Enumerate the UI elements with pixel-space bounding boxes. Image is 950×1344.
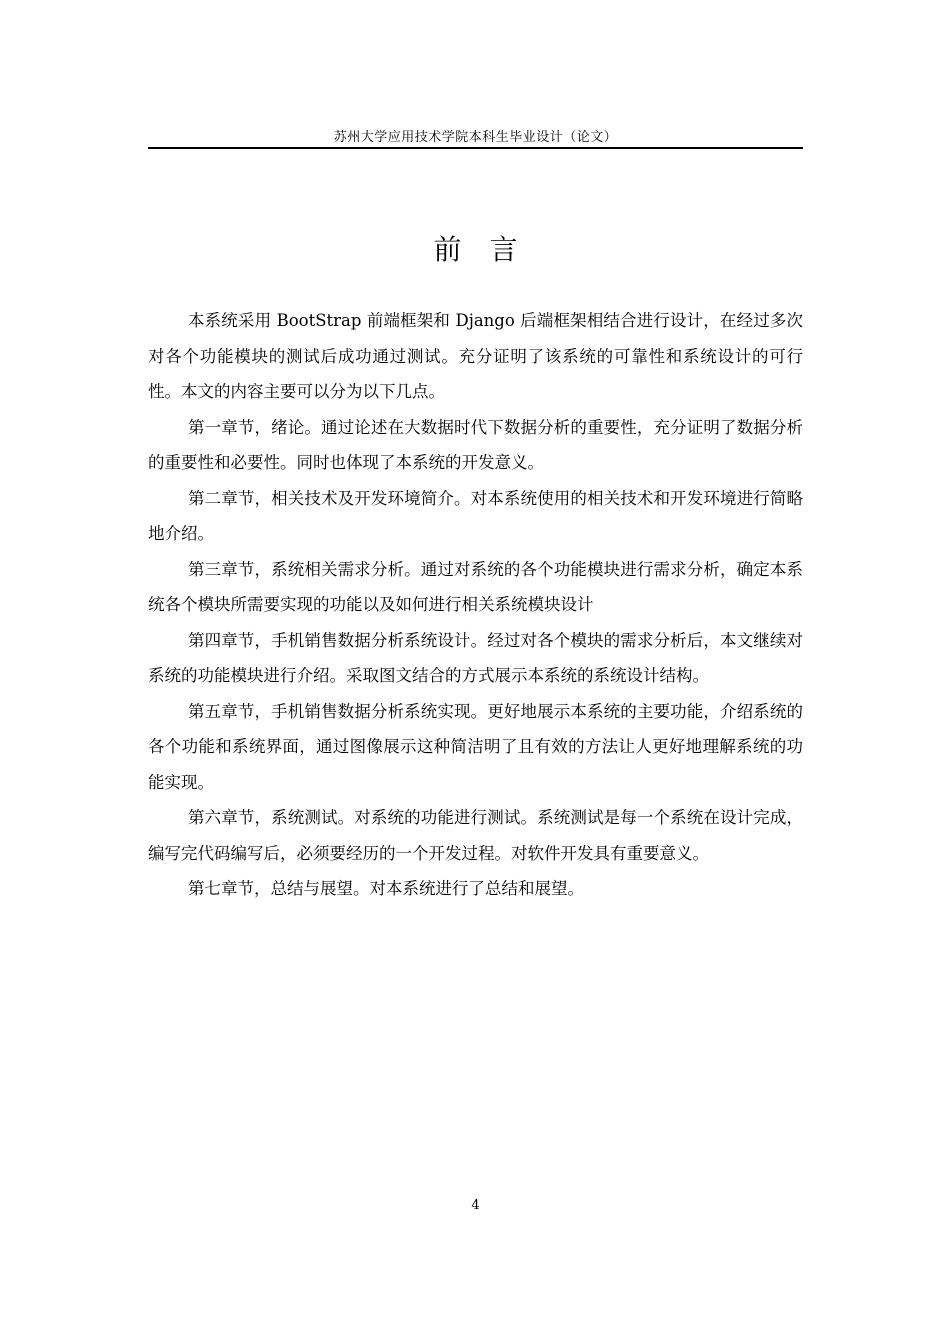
paragraph-chapter-4: 第四章节，手机销售数据分析系统设计。经过对各个模块的需求分析后，本文继续对系统的功能模块进行介绍。采取图文结合的方式展示本系统的系统设计结构。 bbox=[148, 630, 803, 685]
paragraph-chapter-5: 第五章节，手机销售数据分析系统实现。更好地展示本系统的主要功能，介绍系统的各个功能和系统界面，通过图像展示这种简洁明了且有效的方法让人更好地理解系统的功能实现。 bbox=[148, 701, 803, 792]
running-header: 苏州大学应用技术学院本科生毕业设计（论文） bbox=[333, 130, 618, 145]
paragraph-chapter-3: 第三章节，系统相关需求分析。通过对系统的各个功能模块进行需求分析，确定本系统各个模块所需要实现的功能以及如何进行相关系统模块设计 bbox=[148, 559, 803, 614]
paragraph-intro: 本系统采用 BootStrap 前端框架和 Django 后端框架相结合进行设计，在经过多次对各个功能模块的测试后成功通过测试。充分证明了该系统的可靠性和系统设计的可行性。本文的内容主要可以分为以下几点。 bbox=[148, 311, 803, 401]
title-char-1: 前 bbox=[433, 233, 462, 266]
paragraph-chapter-1: 第一章节，绪论。通过论述在大数据时代下数据分析的重要性，充分证明了数据分析的重要性和必要性。同时也体现了本系统的开发意义。 bbox=[148, 417, 803, 472]
page-title bbox=[148, 228, 803, 272]
preface-body bbox=[148, 303, 803, 907]
paragraph-chapter-7: 第七章节，总结与展望。对本系统进行了总结和展望。 bbox=[188, 879, 584, 898]
paragraph-chapter-2: 第二章节，相关技术及开发环境简介。对本系统使用的相关技术和开发环境进行简略地介绍。 bbox=[148, 488, 803, 543]
page-number: 4 bbox=[471, 1198, 480, 1213]
header-rule bbox=[148, 147, 803, 149]
paragraph-chapter-6: 第六章节，系统测试。对系统的功能进行测试。系统测试是每一个系统在设计完成，编写完代码编写后，必须要经历的一个开发过程。对软件开发具有重要意义。 bbox=[148, 808, 803, 863]
title-char-2: 言 bbox=[489, 233, 518, 266]
